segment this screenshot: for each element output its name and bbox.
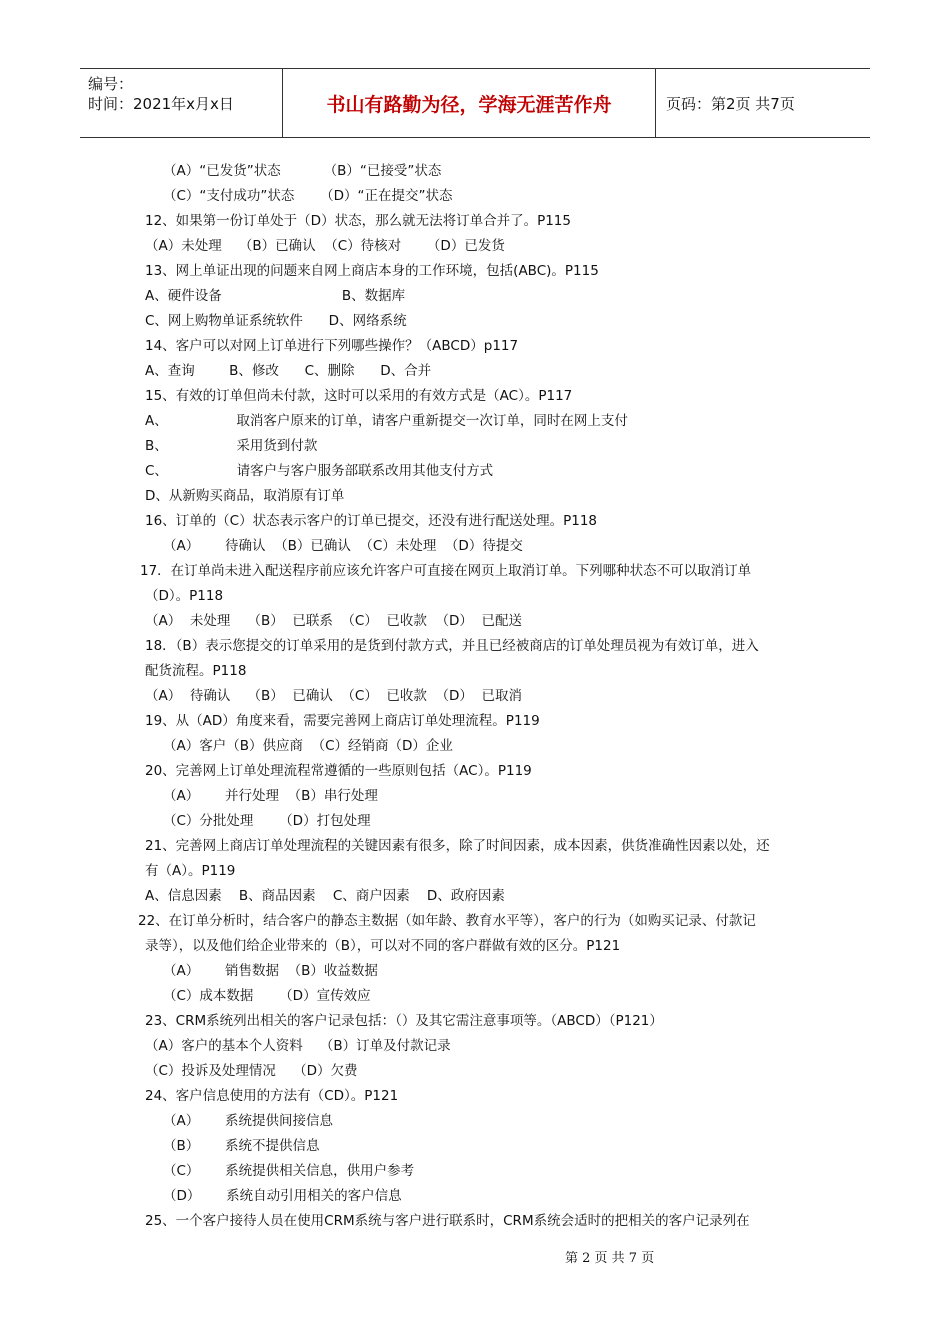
text-line: （A）客户的基本个人资料 （B）订单及付款记录 (145, 1038, 451, 1054)
text-line: （A） 并行处理 （B）串行处理 (163, 788, 378, 804)
motto-text: 书山有路勤为径，学海无涯苦作舟 (326, 93, 612, 116)
text-line: （B） 系统不提供信息 (163, 1138, 320, 1154)
page-number-label: 页码：第2页 共7页 (666, 94, 795, 113)
text-line: （C）“支付成功”状态 （D）“正在提交”状态 (163, 188, 453, 204)
text-line: A、硬件设备 B、数据库 (145, 288, 406, 304)
text-line: 有（A）。P119 (145, 863, 236, 879)
question-line: 22、在订单分析时，结合客户的静态主数据（如年龄、教育水平等），客户的行为（如购买记录、付款记 (138, 913, 756, 929)
page-footer: 第 2 页 共 7 页 (565, 1251, 655, 1266)
text-line: （D）。P118 (145, 588, 224, 604)
text-line: A、 取消客户原来的订单，请客户重新提交一次订单，同时在网上支付 (145, 413, 628, 429)
text-line: （C）成本数据 （D）宣传效应 (163, 988, 371, 1004)
text-line: （A） 待确认 （B） 已确认 （C） 已收款 （D） 已取消 (145, 688, 522, 704)
text-line: （C）分批处理 （D）打包处理 (163, 813, 371, 829)
text-line: B、 采用货到付款 (145, 438, 318, 454)
text-line: D、从新购买商品，取消原有订单 (145, 488, 345, 504)
question-line: 21、完善网上商店订单处理流程的关键因素有很多，除了时间因素，成本因素，供货准确性因素以处，还 (145, 838, 770, 854)
question-line: 17．在订单尚未进入配送程序前应该允许客户可直接在网页上取消订单。下列哪种状态不可以取消订单 (140, 563, 752, 579)
text-line: （A）未处理 （B）已确认 （C）待核对 （D）已发货 (145, 238, 505, 254)
text-line: （A） 未处理 （B） 已联系 （C） 已收款 （D） 已配送 (145, 613, 522, 629)
text-line: C、 请客户与客户服务部联系改用其他支付方式 (145, 463, 494, 479)
text-line: （A）客户（B）供应商 （C）经销商（D）企业 (163, 738, 453, 754)
text-line: （A）“已发货”状态 （B）“已接受”状态 (163, 163, 442, 179)
question-line: 18．（B）表示您提交的订单采用的是货到付款方式，并且已经被商店的订单处理员视为有效订单，进入 (145, 638, 759, 654)
text-line: （C） 系统提供相关信息，供用户参考 (163, 1163, 415, 1179)
text-line: A、查询 B、修改 C、删除 D、合并 (145, 363, 432, 379)
question-line: 20、完善网上订单处理流程常遵循的一些原则包括（AC）。P119 (145, 763, 532, 779)
text-line: 配货流程。P118 (145, 663, 247, 679)
date-label: 时间：2021年x月x日 (88, 95, 234, 113)
question-line: 24、客户信息使用的方法有（CD）。P121 (145, 1088, 399, 1104)
text-line: C、网上购物单证系统软件 D、网络系统 (145, 313, 407, 329)
question-line: 13、网上单证出现的问题来自网上商店本身的工作环境，包括(ABC)。P115 (145, 263, 599, 279)
question-line: 19、从（AD）角度来看，需要完善网上商店订单处理流程。P119 (145, 713, 540, 729)
text-line: （A） 系统提供间接信息 (163, 1113, 333, 1129)
question-line: 23、CRM系统列出相关的客户记录包括：（）及其它需注意事项等。（ABCD）（P121） (145, 1013, 663, 1029)
text-line: 录等），以及他们给企业带来的（B），可以对不同的客户群做有效的区分。P121 (145, 938, 621, 954)
text-line: （D） 系统自动引用相关的客户信息 (163, 1188, 402, 1204)
text-line: A、信息因素 B、商品因素 C、商户因素 D、政府因素 (145, 888, 505, 904)
text-line: （C）投诉及处理情况 （D）欠费 (145, 1063, 358, 1079)
question-line: 25、一个客户接待人员在使用CRM系统与客户进行联系时，CRM系统会适时的把相关的客户记录列在 (145, 1213, 750, 1229)
question-line: 16、订单的（C）状态表示客户的订单已提交，还没有进行配送处理。P118 (145, 513, 598, 529)
question-line: 12、如果第一份订单处于（D）状态，那么就无法将订单合并了。P115 (145, 213, 571, 229)
question-line: 15、有效的订单但尚未付款，这时可以采用的有效方式是（AC）。P117 (145, 388, 573, 404)
text-line: （A） 待确认 （B）已确认 （C）未处理 （D）待提交 (163, 538, 523, 554)
header-motto-cell (283, 69, 656, 137)
page-header (80, 68, 870, 138)
header-left-cell (80, 69, 283, 137)
text-line: （A） 销售数据 （B）收益数据 (163, 963, 378, 979)
question-line: 14、客户可以对网上订单进行下列哪些操作？（ABCD）p117 (145, 338, 519, 354)
header-page-cell (656, 69, 870, 137)
document-number-label: 编号： (88, 75, 134, 93)
